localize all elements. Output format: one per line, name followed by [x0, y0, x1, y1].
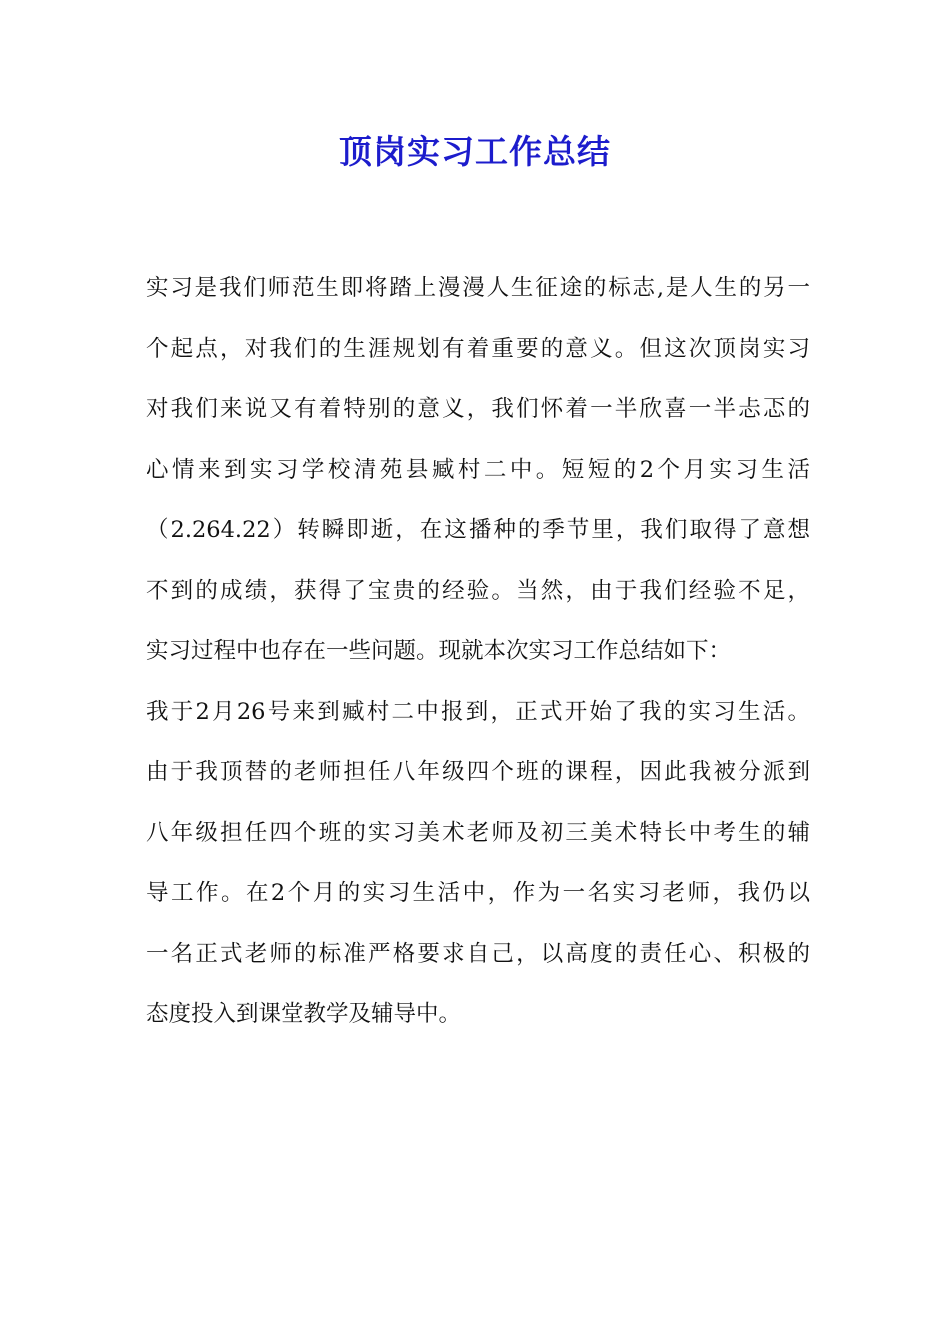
body-line: 实习过程中也存在一些问题。现就本次实习工作总结如下：: [146, 638, 732, 664]
body-line: 对我们来说又有着特别的意义，我们怀着一半欣喜一半忐忑的: [146, 396, 810, 422]
body-line: 八年级担任四个班的实习美术老师及初三美术特长中考生的辅: [146, 819, 810, 846]
body-line: 个起点，对我们的生涯规划有着重要的意义。但这次顶岗实习: [146, 335, 810, 362]
document-body: [146, 258, 810, 1045]
body-line: 不到的成绩，获得了宝贵的经验。当然，由于我们经验不足，: [146, 577, 810, 604]
document-title: 顶岗实习工作总结: [339, 132, 611, 171]
body-line: 我于2月26号来到臧村二中报到，正式开始了我的实习生活。: [146, 698, 810, 725]
body-line: 实习是我们师范生即将踏上漫漫人生征途的标志,是人生的另一: [146, 275, 810, 301]
body-line: 导工作。在2个月的实习生活中，作为一名实习老师，我仍以: [146, 880, 810, 906]
body-line: 由于我顶替的老师担任八年级四个班的课程，因此我被分派到: [146, 759, 810, 785]
body-line: （2.264.22）转瞬即逝，在这播种的季节里，我们取得了意想: [146, 517, 810, 543]
body-line: 心情来到实习学校清苑县臧村二中。短短的2个月实习生活: [146, 456, 810, 483]
body-line: 态度投入到课堂教学及辅导中。: [146, 1001, 462, 1027]
body-line: 一名正式老师的标准严格要求自己，以高度的责任心、积极的: [146, 940, 810, 967]
